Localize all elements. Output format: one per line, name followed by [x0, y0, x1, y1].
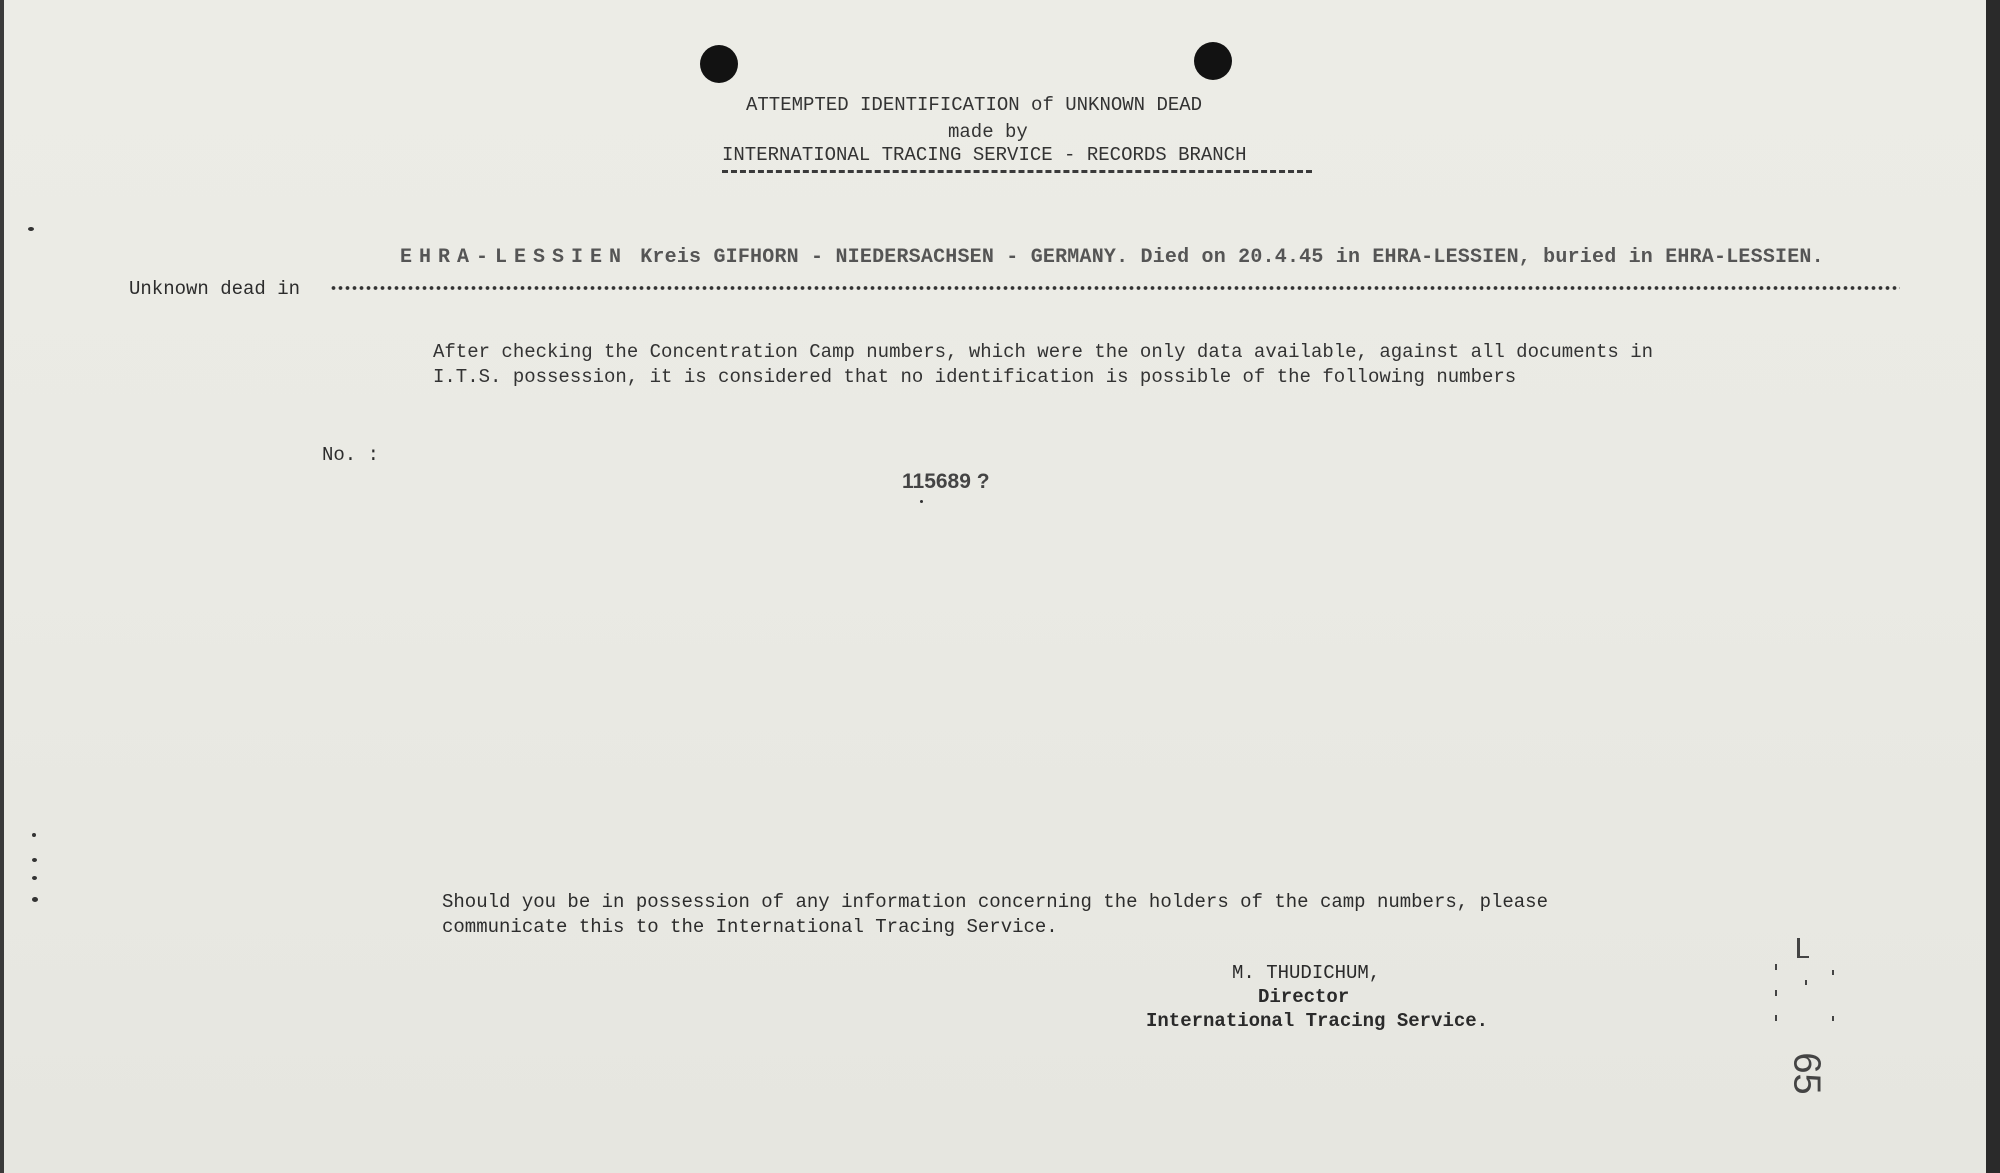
tick-mark: [1797, 956, 1809, 958]
made-by-line: made by: [948, 121, 1028, 143]
location-town: EHRA-LESSIEN: [400, 246, 629, 269]
scan-edge-right: [1986, 0, 2000, 1173]
organization-line: INTERNATIONAL TRACING SERVICE - RECORDS BRANCH: [722, 144, 1247, 166]
tick-mark: [1775, 964, 1777, 970]
dotted-fill-line: [330, 282, 1900, 294]
margin-mark: [32, 858, 37, 862]
scan-edge-left: [0, 0, 4, 1173]
margin-mark: [32, 897, 38, 902]
location-details: Kreis GIFHORN - NIEDERSACHSEN - GERMANY. Died on 20.4.45 in EHRA-LESSIEN, buried in EHRA-LESSIEN.: [640, 246, 1824, 269]
notice-paragraph: Should you be in possession of any information concerning the holders of the camp numbers, please communicate this to the International Tracing Service.: [442, 891, 1548, 938]
camp-number: 115689 ?: [902, 470, 990, 493]
header-rule: [722, 170, 1312, 173]
margin-mark: [32, 833, 36, 837]
tick-mark: [1832, 970, 1834, 975]
tick-mark: [1805, 980, 1807, 985]
signatory-title: Director: [1258, 986, 1350, 1008]
signatory-organization: International Tracing Service.: [1146, 1010, 1489, 1032]
margin-mark: [28, 227, 34, 231]
tick-mark: [1775, 1015, 1777, 1021]
tick-mark: [1775, 990, 1777, 996]
margin-mark: [32, 876, 37, 880]
punch-hole-right: [1194, 42, 1232, 80]
tick-mark: [1797, 938, 1800, 958]
punch-hole-left: [700, 45, 738, 83]
tick-mark: [1832, 1016, 1834, 1021]
signatory-name: M. THUDICHUM,: [1232, 962, 1381, 984]
body-paragraph: After checking the Concentration Camp numbers, which were the only data available, against all documents in I.T.S. possession, it is considered that no identification is possible of the following numbers: [433, 341, 1653, 388]
number-label: No. :: [322, 444, 380, 466]
margin-mark: [920, 500, 923, 503]
document-title: ATTEMPTED IDENTIFICATION of UNKNOWN DEAD: [746, 94, 1203, 116]
page-number: 65: [1785, 1052, 1828, 1095]
location-entry: [400, 246, 1824, 269]
unknown-dead-label: Unknown dead in: [129, 278, 301, 300]
